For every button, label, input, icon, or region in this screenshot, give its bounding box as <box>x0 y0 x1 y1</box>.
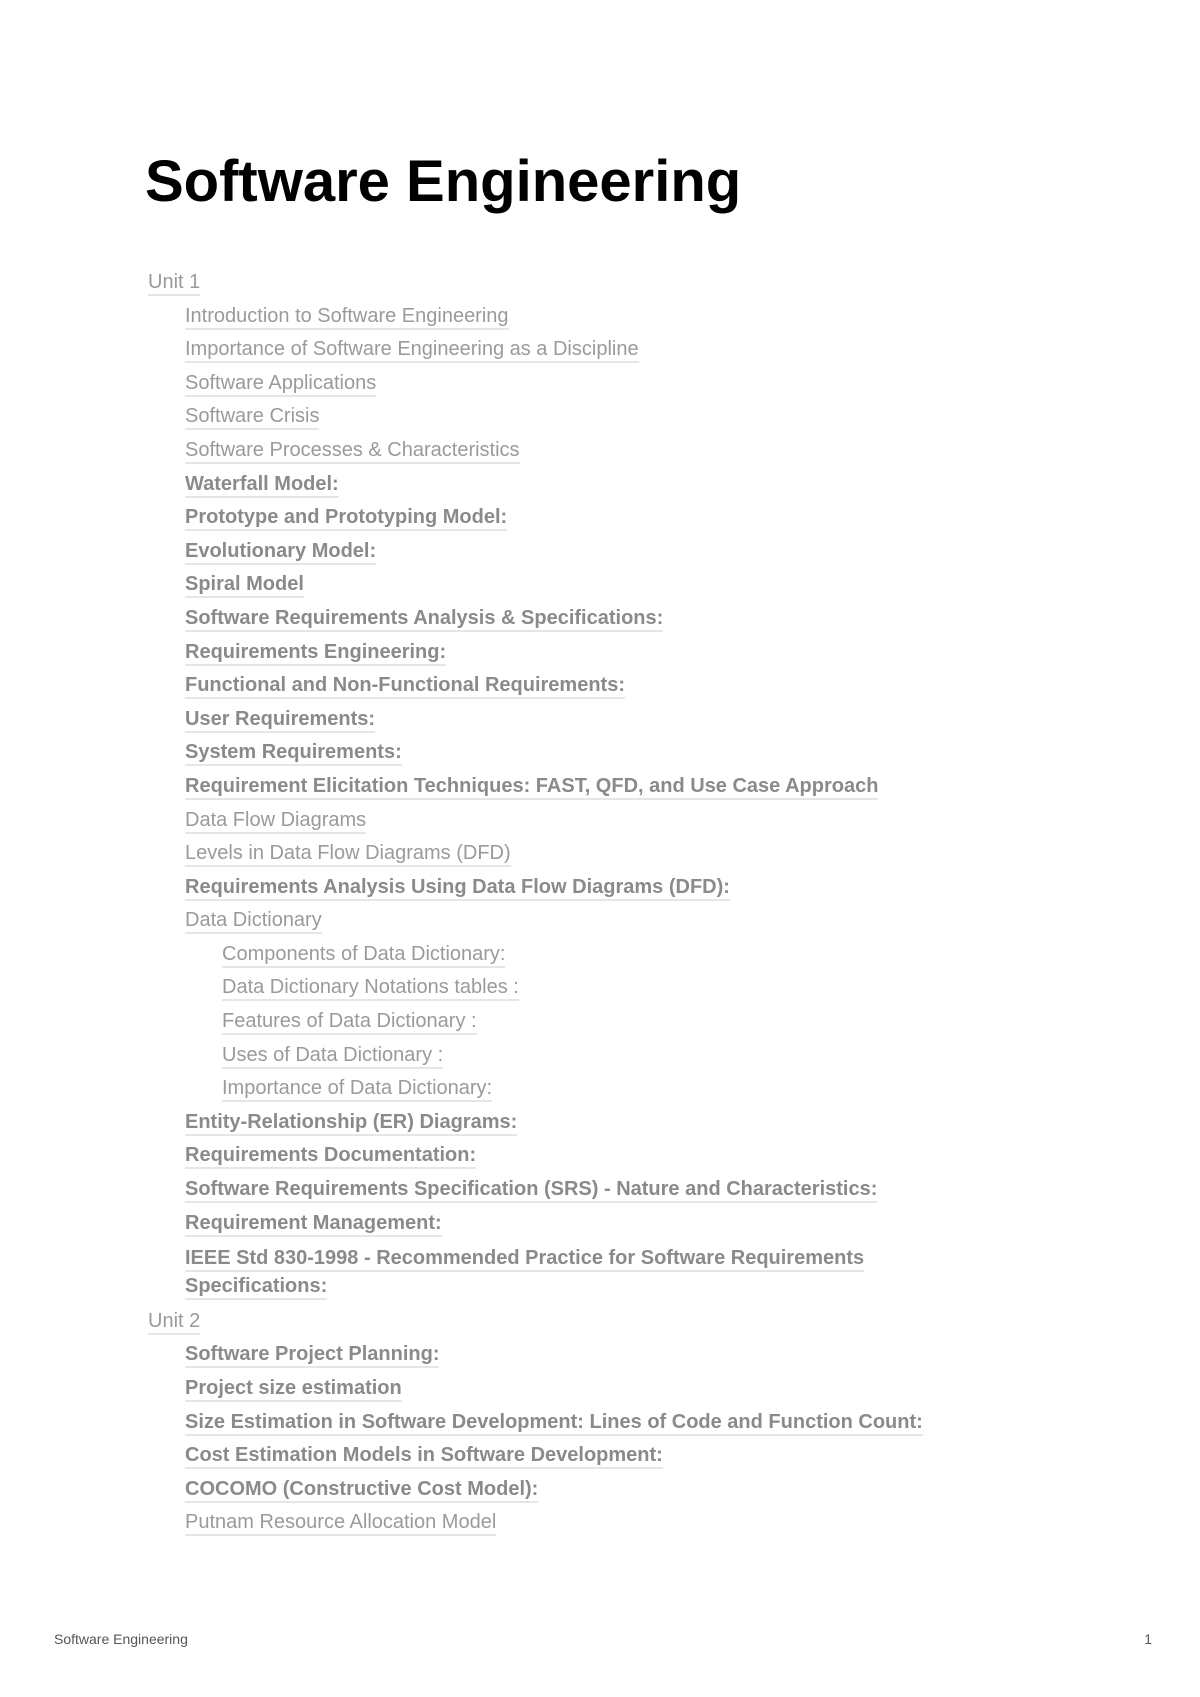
toc-link[interactable]: IEEE Std 830-1998 - Recommended Practice for Software Requirements Specifications: <box>185 1247 864 1300</box>
toc-entry <box>148 640 1088 665</box>
toc-entry <box>148 1211 1088 1236</box>
toc-link[interactable]: User Requirements: <box>185 708 375 733</box>
toc-entry <box>148 875 1088 900</box>
toc-link[interactable]: Requirements Documentation: <box>185 1144 476 1169</box>
toc-link[interactable]: Size Estimation in Software Development: Lines of Code and Function Count: <box>185 1411 923 1436</box>
toc-entry <box>148 1143 1088 1168</box>
toc-link[interactable]: Components of Data Dictionary: <box>222 943 505 968</box>
toc-link[interactable]: Putnam Resource Allocation Model <box>185 1511 496 1536</box>
toc-entry-unit-2 <box>148 1309 1088 1334</box>
toc-entry <box>148 1477 1088 1502</box>
toc-entry <box>148 673 1088 698</box>
toc-entry <box>148 1076 1088 1101</box>
toc-link[interactable]: Data Dictionary Notations tables : <box>222 976 519 1001</box>
toc-entry <box>148 942 1088 967</box>
toc-link[interactable]: Software Requirements Analysis & Specifications: <box>185 607 663 632</box>
toc-entry <box>148 740 1088 765</box>
toc-entry <box>148 908 1088 933</box>
toc-link[interactable]: Functional and Non-Functional Requirements: <box>185 674 625 699</box>
toc-link[interactable]: Cost Estimation Models in Software Development: <box>185 1444 663 1469</box>
toc-entry <box>148 1043 1088 1068</box>
toc-link[interactable]: Spiral Model <box>185 573 304 598</box>
toc-link[interactable]: Prototype and Prototyping Model: <box>185 506 507 531</box>
toc-entry <box>148 1376 1088 1401</box>
toc-entry <box>148 1410 1088 1435</box>
toc-link[interactable]: Waterfall Model: <box>185 473 339 498</box>
toc-link[interactable]: Features of Data Dictionary : <box>222 1010 477 1035</box>
toc-entry <box>148 1110 1088 1135</box>
toc-entry <box>148 1244 945 1300</box>
toc-entry <box>148 572 1088 597</box>
toc-entry <box>148 539 1088 564</box>
toc-entry <box>148 707 1088 732</box>
document-title: Software Engineering <box>145 149 742 214</box>
toc-entry <box>148 1510 1088 1535</box>
toc-link[interactable]: Importance of Data Dictionary: <box>222 1077 492 1102</box>
toc-link[interactable]: Levels in Data Flow Diagrams (DFD) <box>185 842 511 867</box>
toc-entry <box>148 337 1088 362</box>
toc-entry-unit-1 <box>148 270 1088 295</box>
toc-entry <box>148 404 1088 429</box>
toc-link[interactable]: Unit 2 <box>148 1310 200 1335</box>
toc-entry <box>148 505 1088 530</box>
toc-entry <box>148 1342 1088 1367</box>
toc-link[interactable]: Uses of Data Dictionary : <box>222 1044 443 1069</box>
toc-link[interactable]: Requirements Analysis Using Data Flow Diagrams (DFD): <box>185 876 730 901</box>
toc-entry <box>148 808 1088 833</box>
toc-link[interactable]: System Requirements: <box>185 741 402 766</box>
toc-link[interactable]: Requirement Elicitation Techniques: FAST, QFD, and Use Case Approach <box>185 775 878 800</box>
footer-document-title: Software Engineering <box>54 1631 188 1647</box>
toc-entry <box>148 841 1088 866</box>
toc-entry <box>148 438 1088 463</box>
toc-link[interactable]: Unit 1 <box>148 271 200 296</box>
toc-entry <box>148 1177 1088 1202</box>
toc-link[interactable]: Software Crisis <box>185 405 319 430</box>
toc-link[interactable]: Entity-Relationship (ER) Diagrams: <box>185 1111 517 1136</box>
toc-link[interactable]: Data Flow Diagrams <box>185 809 366 834</box>
toc-entry <box>148 304 1088 329</box>
toc-link[interactable]: Software Processes & Characteristics <box>185 439 520 464</box>
toc-link[interactable]: Requirements Engineering: <box>185 641 446 666</box>
toc-link[interactable]: Project size estimation <box>185 1377 402 1402</box>
toc-entry <box>148 371 1088 396</box>
toc-link[interactable]: Evolutionary Model: <box>185 540 376 565</box>
toc-entry <box>148 1443 1088 1468</box>
toc-entry <box>148 774 1088 799</box>
table-of-contents <box>148 270 1088 1544</box>
toc-link[interactable]: COCOMO (Constructive Cost Model): <box>185 1478 538 1503</box>
toc-link[interactable]: Requirement Management: <box>185 1212 442 1237</box>
toc-entry <box>148 606 1088 631</box>
toc-link[interactable]: Software Requirements Specification (SRS) - Nature and Characteristics: <box>185 1178 877 1203</box>
toc-entry <box>148 472 1088 497</box>
toc-link[interactable]: Software Project Planning: <box>185 1343 439 1368</box>
toc-entry <box>148 975 1088 1000</box>
toc-entry <box>148 1009 1088 1034</box>
toc-link[interactable]: Importance of Software Engineering as a Discipline <box>185 338 639 363</box>
toc-link[interactable]: Data Dictionary <box>185 909 322 934</box>
toc-link[interactable]: Software Applications <box>185 372 376 397</box>
toc-link[interactable]: Introduction to Software Engineering <box>185 305 509 330</box>
footer-page-number: 1 <box>1144 1631 1152 1647</box>
